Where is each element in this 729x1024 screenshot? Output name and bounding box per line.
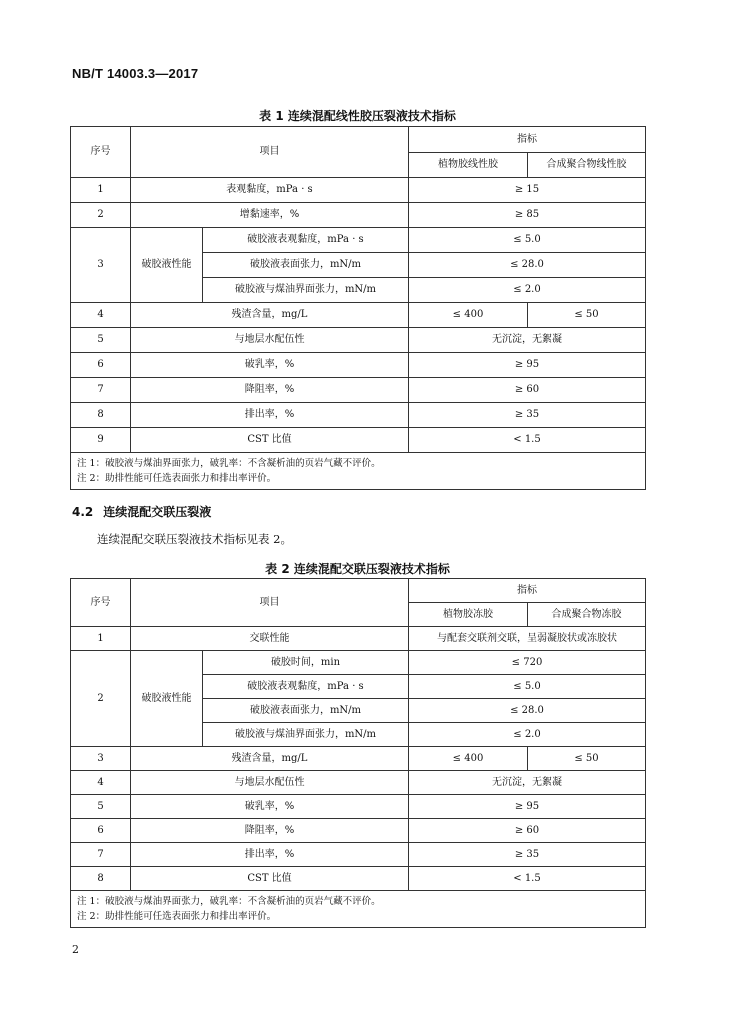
table-notes-row [71,891,646,928]
header-indicator: 指标 [409,579,646,603]
table-row [71,328,646,353]
table-row [71,178,646,203]
note-2: 注 2：助排性能可任选表面张力和排出率评价。 [77,911,277,922]
row-value: ≥ 95 [409,795,646,819]
row-seq: 6 [71,353,131,378]
row-value: ≤ 28.0 [409,253,646,278]
row-item: 破乳率，% [131,795,409,819]
table-row [71,428,646,453]
table-row [71,303,646,328]
row-value: ≥ 60 [409,819,646,843]
row-item: CST 比值 [131,867,409,891]
table-row [71,843,646,867]
row-value: ≤ 28.0 [409,699,646,723]
row-item: 降阻率，% [131,819,409,843]
table-row [71,627,646,651]
row-seq: 2 [71,651,131,747]
row-value: 无沉淀，无絮凝 [409,328,646,353]
table-row [71,651,646,675]
row-item: 表观黏度，mPa · s [131,178,409,203]
table-row [71,203,646,228]
row-value: ≥ 60 [409,378,646,403]
row-value: ≥ 35 [409,403,646,428]
row-seq: 8 [71,867,131,891]
row-item: 增黏速率，% [131,203,409,228]
row-item: 交联性能 [131,627,409,651]
row-seq: 2 [71,203,131,228]
standard-code: NB/T 14003.3—2017 [72,66,199,81]
table-header-row [71,579,646,603]
row-seq: 8 [71,403,131,428]
page-number: 2 [72,943,79,956]
row-seq: 5 [71,795,131,819]
table-row [71,378,646,403]
row-value: ≤ 720 [409,651,646,675]
row-value: ≥ 85 [409,203,646,228]
row-value: 与配套交联剂交联，呈弱凝胶状或冻胶状 [409,627,646,651]
table2-caption: 表 2 连续混配交联压裂液技术指标 [265,562,450,576]
row-value-b: ≤ 50 [528,303,646,328]
row-seq: 9 [71,428,131,453]
row-subitem: 破胶液表观黏度，mPa · s [203,228,409,253]
note-1: 注 1：破胶液与煤油界面张力，破乳率：不含凝析油的页岩气藏不评价。 [77,896,381,907]
row-seq: 3 [71,228,131,303]
row-seq: 4 [71,771,131,795]
header-col-a: 植物胶线性胶 [409,153,528,178]
row-seq: 1 [71,627,131,651]
header-seq: 序号 [71,579,131,627]
row-value: ≤ 2.0 [409,278,646,303]
row-subitem: 破胶液与煤油界面张力，mN/m [203,278,409,303]
row-item: 破乳率，% [131,353,409,378]
row-group: 破胶液性能 [131,651,203,747]
section-number: 4.2 [72,505,94,519]
row-value-a: ≤ 400 [409,747,528,771]
row-value-a: ≤ 400 [409,303,528,328]
row-value: 无沉淀，无絮凝 [409,771,646,795]
row-item: 残渣含量，mg/L [131,747,409,771]
row-item: 残渣含量，mg/L [131,303,409,328]
header-col-a: 植物胶冻胶 [409,603,528,627]
table-row [71,771,646,795]
table-row [71,867,646,891]
table1 [70,126,646,490]
table-notes [71,891,646,928]
row-seq: 7 [71,843,131,867]
note-2: 注 2：助排性能可任选表面张力和排出率评价。 [77,473,277,484]
table-notes [71,453,646,490]
row-seq: 5 [71,328,131,353]
row-subitem: 破胶液表面张力，mN/m [203,253,409,278]
row-value: ≤ 5.0 [409,675,646,699]
row-item: 排出率，% [131,403,409,428]
header-item: 项目 [131,127,409,178]
row-item: 排出率，% [131,843,409,867]
row-seq: 7 [71,378,131,403]
row-value: ≥ 95 [409,353,646,378]
section-title: 连续混配交联压裂液 [103,505,212,519]
row-subitem: 破胶时间，min [203,651,409,675]
table-row [71,353,646,378]
row-group: 破胶液性能 [131,228,203,303]
table-row [71,795,646,819]
section-heading [72,503,211,520]
table-row [71,819,646,843]
header-indicator: 指标 [409,127,646,153]
row-value: < 1.5 [409,867,646,891]
row-value: ≥ 15 [409,178,646,203]
row-item: 与地层水配伍性 [131,771,409,795]
row-value-b: ≤ 50 [528,747,646,771]
row-subitem: 破胶液与煤油界面张力，mN/m [203,723,409,747]
table-row [71,228,646,253]
row-value: < 1.5 [409,428,646,453]
table-header-row [71,127,646,153]
note-1: 注 1：破胶液与煤油界面张力，破乳率：不含凝析油的页岩气藏不评价。 [77,458,381,469]
row-value: ≤ 5.0 [409,228,646,253]
row-seq: 3 [71,747,131,771]
row-item: 降阻率，% [131,378,409,403]
row-seq: 6 [71,819,131,843]
table-row [71,747,646,771]
header-seq: 序号 [71,127,131,178]
header-col-b: 合成聚合物线性胶 [528,153,646,178]
row-subitem: 破胶液表面张力，mN/m [203,699,409,723]
table-row [71,403,646,428]
row-seq: 4 [71,303,131,328]
row-value: ≤ 2.0 [409,723,646,747]
section-paragraph: 连续混配交联压裂液技术指标见表 2。 [97,532,292,546]
row-subitem: 破胶液表观黏度，mPa · s [203,675,409,699]
row-value: ≥ 35 [409,843,646,867]
header-col-b: 合成聚合物冻胶 [528,603,646,627]
table2 [70,578,646,928]
table1-caption: 表 1 连续混配线性胶压裂液技术指标 [259,109,456,123]
header-item: 项目 [131,579,409,627]
table-notes-row [71,453,646,490]
row-item: CST 比值 [131,428,409,453]
row-seq: 1 [71,178,131,203]
row-item: 与地层水配伍性 [131,328,409,353]
